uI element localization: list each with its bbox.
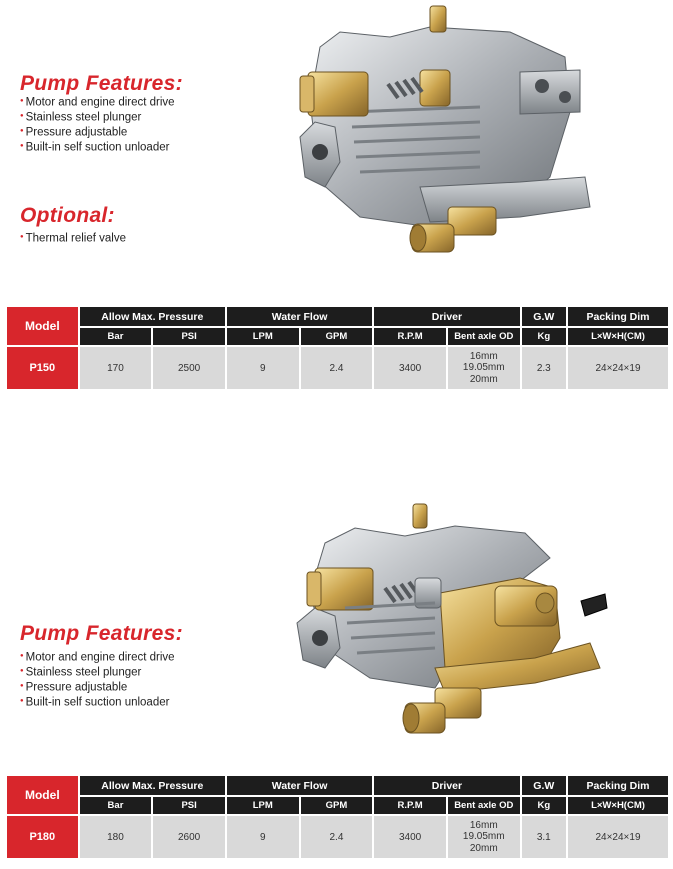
axle-value: 20mm bbox=[469, 842, 498, 854]
optional-item: ● Thermal relief valve bbox=[20, 231, 126, 246]
feature-item: ● Built-in self suction unloader bbox=[20, 695, 175, 710]
group-header-gw: G.W bbox=[522, 776, 566, 795]
psi-cell: 2600 bbox=[153, 816, 225, 858]
column-header-bar: Bar bbox=[80, 797, 152, 814]
spec-table bbox=[5, 305, 670, 391]
pump-image bbox=[280, 2, 600, 260]
psi-cell: 2500 bbox=[153, 347, 225, 389]
column-header-lpm: LPM bbox=[227, 797, 299, 814]
column-header-psi: PSI bbox=[153, 797, 225, 814]
table-row bbox=[7, 347, 668, 389]
axle-value: 16mm bbox=[469, 350, 498, 362]
group-header-gw: G.W bbox=[522, 307, 566, 326]
column-header-rpm: R.P.M bbox=[374, 797, 446, 814]
column-header-psi: PSI bbox=[153, 328, 225, 345]
pump-image bbox=[285, 498, 615, 758]
column-header-kg: Kg bbox=[522, 797, 566, 814]
group-header-driver: Driver bbox=[374, 776, 519, 795]
column-header-axle: Bent axle OD bbox=[448, 328, 520, 345]
axle-value: 19.05mm bbox=[462, 362, 505, 374]
kg-cell: 3.1 bbox=[522, 816, 566, 858]
model-header: Model bbox=[7, 307, 78, 345]
axle-value: 19.05mm bbox=[462, 831, 505, 843]
feature-item: ● Pressure adjustable bbox=[20, 680, 175, 695]
gpm-cell: 2.4 bbox=[301, 347, 373, 389]
gpm-cell: 2.4 bbox=[301, 816, 373, 858]
rpm-cell: 3400 bbox=[374, 816, 446, 858]
model-header: Model bbox=[7, 776, 78, 814]
axle-cell bbox=[448, 816, 520, 858]
column-header-kg: Kg bbox=[522, 328, 566, 345]
group-header-water-flow: Water Flow bbox=[227, 307, 372, 326]
lpm-cell: 9 bbox=[227, 816, 299, 858]
column-header-gpm: GPM bbox=[301, 797, 373, 814]
column-header-bar: Bar bbox=[80, 328, 152, 345]
table-row bbox=[7, 816, 668, 858]
product-section-p150 bbox=[0, 0, 673, 400]
optional-list bbox=[20, 231, 126, 246]
feature-item: ● Built-in self suction unloader bbox=[20, 140, 175, 155]
column-header-lpm: LPM bbox=[227, 328, 299, 345]
bar-cell: 180 bbox=[80, 816, 152, 858]
lpm-cell: 9 bbox=[227, 347, 299, 389]
feature-item: ● Stainless steel plunger bbox=[20, 110, 175, 125]
feature-item: ● Pressure adjustable bbox=[20, 125, 175, 140]
model-cell: P180 bbox=[7, 816, 78, 858]
column-header-dim: L×W×H(CM) bbox=[568, 797, 668, 814]
axle-value: 16mm bbox=[469, 819, 498, 831]
group-header-pressure: Allow Max. Pressure bbox=[80, 776, 225, 795]
features-list bbox=[20, 95, 175, 155]
features-title: Pump Features: bbox=[20, 622, 183, 645]
axle-cell bbox=[448, 347, 520, 389]
column-header-gpm: GPM bbox=[301, 328, 373, 345]
bar-cell: 170 bbox=[80, 347, 152, 389]
column-header-rpm: R.P.M bbox=[374, 328, 446, 345]
dim-cell: 24×24×19 bbox=[568, 816, 668, 858]
group-header-driver: Driver bbox=[374, 307, 519, 326]
group-header-pressure: Allow Max. Pressure bbox=[80, 307, 225, 326]
features-title: Pump Features: bbox=[20, 72, 183, 95]
features-list bbox=[20, 650, 175, 710]
group-header-packing: Packing Dim bbox=[568, 776, 668, 795]
column-header-axle: Bent axle OD bbox=[448, 797, 520, 814]
feature-item: ● Motor and engine direct drive bbox=[20, 95, 175, 110]
group-header-packing: Packing Dim bbox=[568, 307, 668, 326]
spec-table bbox=[5, 774, 670, 860]
optional-title: Optional: bbox=[20, 204, 115, 227]
kg-cell: 2.3 bbox=[522, 347, 566, 389]
column-header-dim: L×W×H(CM) bbox=[568, 328, 668, 345]
feature-item: ● Motor and engine direct drive bbox=[20, 650, 175, 665]
dim-cell: 24×24×19 bbox=[568, 347, 668, 389]
feature-item: ● Stainless steel plunger bbox=[20, 665, 175, 680]
model-cell: P150 bbox=[7, 347, 78, 389]
product-section-p180 bbox=[0, 470, 673, 869]
rpm-cell: 3400 bbox=[374, 347, 446, 389]
axle-value: 20mm bbox=[469, 373, 498, 385]
group-header-water-flow: Water Flow bbox=[227, 776, 372, 795]
